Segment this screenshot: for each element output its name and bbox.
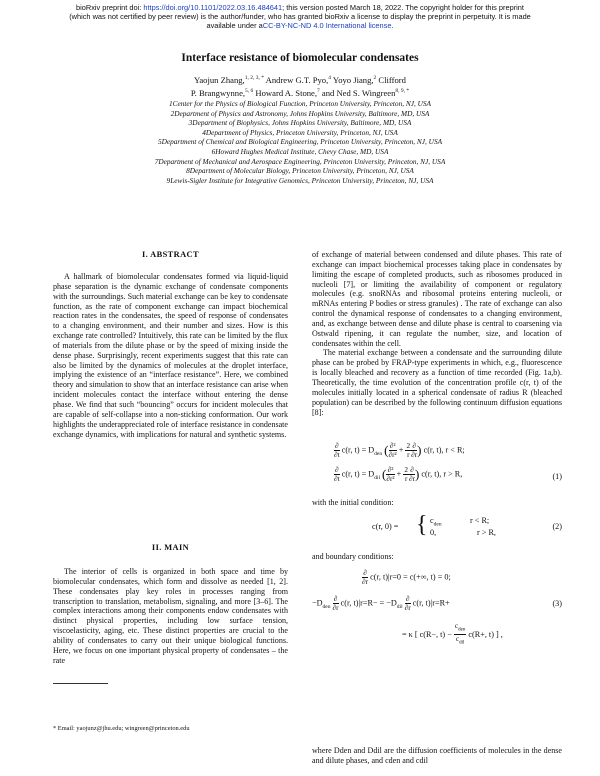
abstract-paragraph: A hallmark of biomolecular condensates formed via liquid-liquid phase separation is the dynamic exchange of condensate components with the surroundings. Such material exchange can be key to condensate function, as the rate of component exchange can impact biochemical reaction rates in the condensates, the speed of response of condensates to a changing environment, and their number and sizes. How is this exchange rate controlled? Intuitively, this rate can be limited by the flux of materials from the dilute phase or by the speed of mixing inside the dense phase. Surprisingly, recent experiments suggest that this rate can also be limited by the dynamics of molecules at the droplet interface, implying the existence of an “interface resistance”. Here, we combined theory and simulation to show that an interface resistance can arise when incident molecules contact the interface without entering the dense phase. We find that such “bouncing” occurs for incident molecules that are capable of self-collapse into a non-sticking conformation. Our work highlights the underappreciated role of interface resistance in condensate exchange dynamics, with implications for natural and synthetic systems. — [53, 272, 288, 439]
right-paragraph-2: The material exchange between a condensate and the surrounding dilute phase can be probed by FRAP-type experiments in which, e.g., fluorescence is locally bleached and recovery as a function of time recorded (Fig. 1a,b). Theoretically, the time evolution of the concentration profile c(r, t) of the molecules initially located in a spherical condensate of radius R (bleached population) can be described by the following continuum diffusion equations [8]: — [312, 348, 562, 417]
initial-condition-text: with the initial condition: — [312, 498, 394, 507]
equation-2: c(r, 0) = { $c_{den}$ r < R; 0, r > R, (2) — [372, 512, 562, 538]
equation-3c: = κ [ c(R−, t) − $\frac{c_{den}}{c_{dil}}$ c(R+, t) ] , — [402, 621, 503, 646]
banner-line2: (which was not certified by peer review) is the author/funder, who has granted bioRxiv a license to display the preprint in perpetuity. It is made — [69, 12, 531, 22]
footnote: * Email: yaojunz@jhu.edu; wingreen@princeton.edu — [53, 725, 190, 732]
banner-prefix: bioRxiv preprint doi: — [76, 3, 144, 12]
banner-suffix: ; this version posted March 18, 2022. The copyright holder for this preprint — [282, 3, 524, 12]
footnote-rule — [53, 683, 108, 684]
affiliation: 7Department of Mechanical and Aerospace Engineering, Princeton University, Princeton, NJ, USA — [154, 156, 446, 166]
author-list — [0, 73, 600, 100]
affiliation: 6Howard Hughes Medical Institute, Chevy Chase, MD, USA — [211, 146, 389, 156]
main-body-left — [53, 567, 288, 665]
license-link[interactable]: CC-BY-NC-ND 4.0 International license — [262, 21, 392, 31]
author-line-2: P. Brangwynne,$^{5, 6}$ Howard A. Stone,$^7$ and Ned S. Wingreen$^{8, 9, *}$ — [190, 88, 410, 99]
affiliation: 8Department of Molecular Biology, Princeton University, Princeton, NJ, USA — [186, 166, 414, 176]
boundary-text: and boundary conditions: — [312, 552, 394, 561]
where-paragraph: where Dden and Ddil are the diffusion coefficients of molecules in the dense and dilute phases, and cden and cdil — [312, 746, 562, 765]
abstract-heading: I. ABSTRACT — [142, 250, 199, 259]
equation-number-3: (3) — [552, 599, 562, 608]
paper-title: Interface resistance of biomolecular condensates — [181, 52, 419, 64]
author-line-1: Yaojun Zhang,$^{1, 2, 3, *}$ Andrew G.T. Pyo,$^4$ Yoyo Jiang,$^2$ Clifford — [194, 74, 406, 85]
affiliation: 5Department of Chemical and Biological Engineering, Princeton University, Princeton, NJ, USA — [157, 137, 443, 147]
equations-block — [312, 442, 562, 722]
right-paragraph-1: of exchange of material between condensed and dilute phases. This rate of exchange can impact biochemical processes taking place in condensates by limiting the escape of completed products, such as ribosomes produced in nucleoli [7], or limiting the availability of component or regulatory molecules (e.g. snoRNAs and ribosomal proteins entering nucleoli, or mRNAs entering P bodies or stress granules) . The rate of exchange can also control the dynamical response of condensates to a changing environment, and, as exchange between dense and dilute phase is central to coarsening via Ostwald ripening, it can regulate the number, size, and location of condensates within the cell. — [312, 250, 562, 348]
main-heading: II. MAIN — [151, 543, 190, 552]
preprint-banner — [0, 3, 600, 31]
affiliation: 3Department of Biophysics, Johns Hopkins University, Baltimore, MD, USA — [188, 118, 412, 128]
banner-period: . — [391, 21, 394, 31]
equation-number-2: (2) — [552, 522, 562, 531]
banner-line3: available under a — [206, 21, 263, 31]
affiliation: 4Department of Physics, Princeton University, Princeton, NJ, USA — [202, 127, 398, 137]
equation-1b: $\frac{\partial}{\partial t}$ c(r, $t) = D_{dil}$ ( $\frac{\text{∂²}}{\text{∂r²}}$ + $\frac{2}{r}$ $\frac{\partial}{\partial r}$ ) c(r, t), r > R, (1) — [334, 465, 562, 483]
affiliation: 9Lewis-Sigler Institute for Integrative Genomics, Princeton University, Princeton, NJ, USA — [166, 175, 434, 185]
affiliations — [0, 99, 600, 185]
main-paragraph-1: The interior of cells is organized in both space and time by biomolecular condensates, which form and dissolve as needed [1, 2]. These condensates play key roles in processes ranging from transcription to translation, metabolism, signaling, and more [3–6]. The complex interactions among their components endow condensates with distinct physical properties, including low surface tension, viscoelasticity, aging, etc. These distinct properties are crucial to the ability of condensates to carry out their unique biological functions. Here, we focus on one important physical property of condensates – the rate — [53, 567, 288, 665]
equation-number-1: (1) — [552, 472, 562, 481]
abstract-body — [53, 272, 288, 439]
where-text — [312, 746, 562, 766]
main-body-right — [312, 250, 562, 417]
equation-3b: $-D_{den}$ $\frac{\partial}{\partial r}$ c(r, $t)|r=R- = -D_{dil}$ $\frac{\partial}{\partial r}$ c(r, t)|r=R+ (3) — [312, 594, 562, 612]
affiliation: 1Center for the Physics of Biological Function, Princeton University, Princeton, NJ, USA — [168, 99, 432, 108]
affiliation: 2Department of Physics and Astronomy, Johns Hopkins University, Baltimore, MD, USA — [170, 108, 430, 118]
equation-3a: $\frac{\partial}{\partial r}$ c(r, t)|r=0 = c(+∞, t) = 0; — [362, 568, 451, 586]
equation-1a: $\frac{\partial}{\partial t}$ c(r, $t) = D_{den}$ ( $\frac{\text{∂²}}{\text{∂r²}}$ + $\frac{2}{r}$ $\frac{\partial}{\partial r}$ ) c(r, t), r < R; — [334, 441, 465, 459]
doi-link[interactable]: https://doi.org/10.1101/2022.03.16.484641 — [143, 3, 283, 12]
